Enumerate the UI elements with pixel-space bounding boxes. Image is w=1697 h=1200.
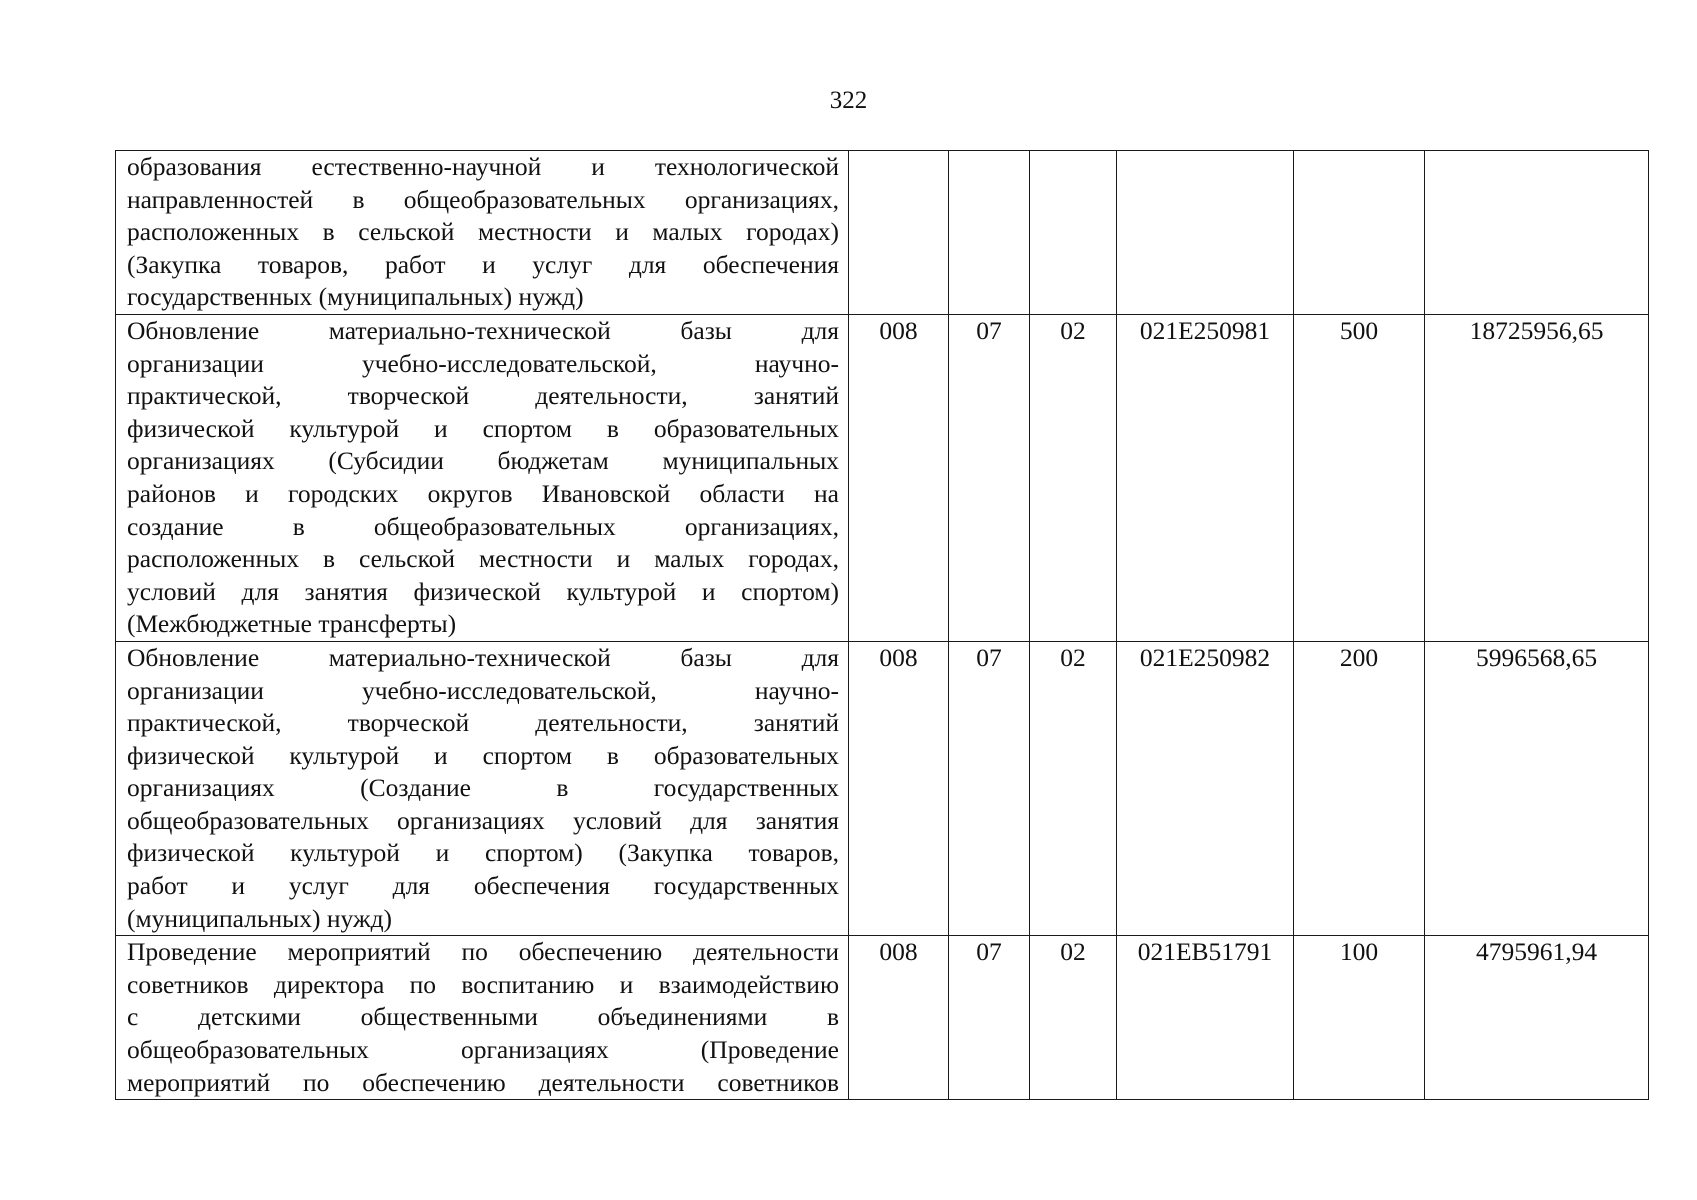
description-line: направленностей в общеобразовательных организациях, [127,184,839,214]
target-article-cell [1117,151,1294,315]
description-line: организации учебно-исследовательской, научно- [127,675,839,705]
description-line: создание в общеобразовательных организациях, [127,511,839,541]
description-line: организации учебно-исследовательской, научно- [127,348,839,378]
section-code-cell [949,151,1030,315]
description-line: Обновление материально-технической базы для [127,315,839,345]
expense-type-cell [1294,151,1425,315]
description-line: (муниципальных) нужд) [127,903,393,933]
table-row [116,151,1649,315]
target-article-cell: 021E250981 [1117,314,1294,641]
description-line: с детскими общественными объединениями в [127,1002,839,1032]
ministry-code-cell: 008 [849,936,949,1100]
table-row [116,641,1649,935]
table-row [116,936,1649,1100]
row-description [116,151,849,315]
description-line: физической культурой и спортом в образовательных [127,740,839,770]
subsection-code-cell: 02 [1030,936,1117,1100]
description-line: условий для занятия физической культурой и спортом) [127,576,839,606]
amount-cell: 5996568,65 [1425,641,1649,935]
description-line: практической, творческой деятельности, занятий [127,381,839,411]
section-code-cell: 07 [949,641,1030,935]
description-line: организациях (Создание в государственных [127,773,839,803]
description-line: мероприятий по обеспечению деятельности советников [127,1067,839,1097]
description-line: физической культурой и спортом) (Закупка товаров, [127,838,839,868]
section-code-cell: 07 [949,314,1030,641]
description-line: Проведение мероприятий по обеспечению деятельности [127,937,839,967]
table-body [116,151,1649,1100]
description-line: государственных (муниципальных) нужд) [127,282,584,312]
amount-cell: 18725956,65 [1425,314,1649,641]
description-line: общеобразовательных организациях условий для занятия [127,805,839,835]
ministry-code-cell: 008 [849,314,949,641]
expense-type-cell: 100 [1294,936,1425,1100]
subsection-code-cell: 02 [1030,314,1117,641]
row-description [116,936,849,1100]
subsection-code-cell: 02 [1030,641,1117,935]
amount-cell [1425,151,1649,315]
description-line: расположенных в сельской местности и малых городах) [127,217,839,247]
description-line: Обновление материально-технической базы для [127,642,839,672]
subsection-code-cell [1030,151,1117,315]
expense-type-cell: 200 [1294,641,1425,935]
description-line: организациях (Субсидии бюджетам муниципальных [127,446,839,476]
row-description [116,641,849,935]
description-line: образования естественно-научной и технологической [127,152,839,181]
ministry-code-cell [849,151,949,315]
description-line: (Межбюджетные трансферты) [127,609,457,639]
description-line: расположенных в сельской местности и малых городах, [127,544,839,574]
description-line: советников директора по воспитанию и взаимодействию [127,969,839,999]
description-line: районов и городских округов Ивановской области на [127,478,839,508]
ministry-code-cell: 008 [849,641,949,935]
row-description [116,314,849,641]
target-article-cell: 021EB51791 [1117,936,1294,1100]
description-line: работ и услуг для обеспечения государственных [127,871,839,901]
section-code-cell: 07 [949,936,1030,1100]
amount-cell: 4795961,94 [1425,936,1649,1100]
target-article-cell: 021E250982 [1117,641,1294,935]
description-line: общеобразовательных организациях (Проведение [127,1035,839,1065]
description-line: практической, творческой деятельности, занятий [127,708,839,738]
table-row [116,314,1649,641]
description-line: (Закупка товаров, работ и услуг для обеспечения [127,249,839,279]
budget-table [115,150,1649,1100]
description-line: физической культурой и спортом в образовательных [127,413,839,443]
expense-type-cell: 500 [1294,314,1425,641]
page-number: 322 [829,87,868,114]
